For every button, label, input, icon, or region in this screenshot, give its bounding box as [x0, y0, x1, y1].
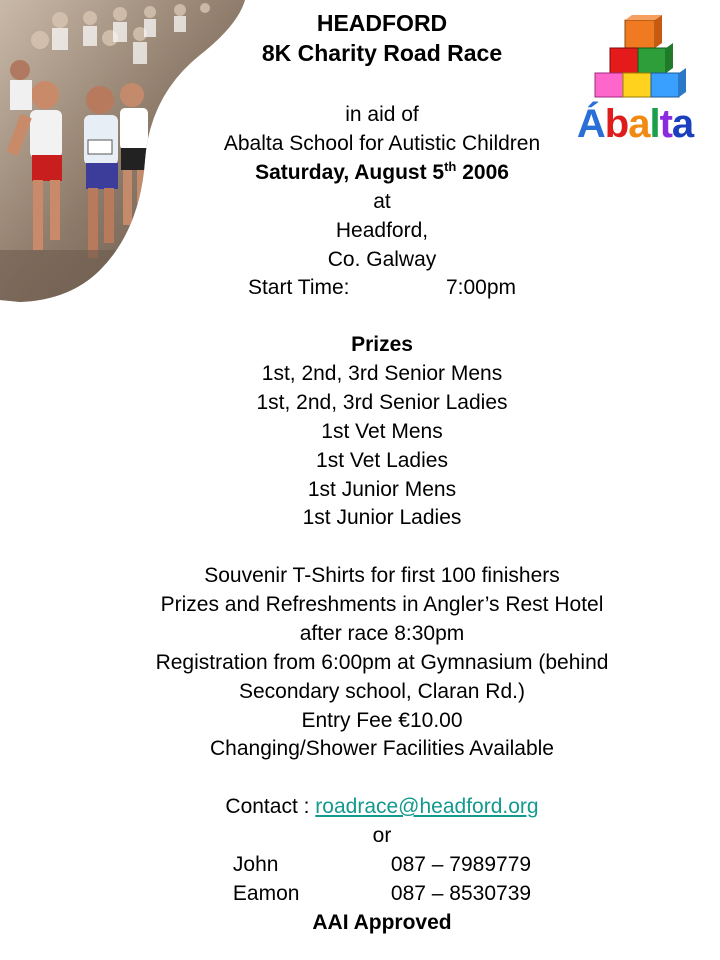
- contact-section: [120, 793, 644, 938]
- contact-email-link[interactable]: roadrace@headford.org: [315, 795, 539, 818]
- prizes-section: [120, 331, 644, 533]
- info-line: Entry Fee €10.00: [301, 708, 463, 732]
- start-time: [120, 274, 644, 303]
- prize-item: 1st, 2nd, 3rd Senior Mens: [261, 361, 503, 385]
- prizes-heading: Prizes: [351, 333, 413, 356]
- title-line-1: HEADFORD: [316, 10, 448, 36]
- contact-label: Contact :: [225, 795, 316, 818]
- logo-letter: b: [604, 102, 629, 146]
- info-line: Prizes and Refreshments in Angler’s Rest Hotel: [160, 592, 604, 616]
- or-text: or: [372, 823, 392, 847]
- prize-item: 1st, 2nd, 3rd Senior Ladies: [256, 390, 508, 414]
- info-line: Registration from 6:00pm at Gymnasium (behind: [155, 650, 609, 674]
- logo-letter: t: [659, 102, 672, 146]
- info-line: Secondary school, Claran Rd.): [239, 679, 525, 703]
- prize-item: 1st Vet Ladies: [316, 448, 448, 472]
- venue-county: Co. Galway: [327, 247, 437, 271]
- beneficiary: Abalta School for Autistic Children: [223, 131, 541, 155]
- prize-item: 1st Vet Mens: [321, 419, 443, 443]
- contact-phone: 087 – 8530739: [390, 881, 532, 905]
- prize-item: 1st Junior Mens: [307, 477, 457, 501]
- logo-letter: a: [628, 102, 650, 146]
- approval-text: AAI Approved: [312, 910, 452, 934]
- logo-letter: a: [671, 102, 694, 146]
- event-date: Saturday, August 5th 2006: [255, 158, 509, 184]
- info-line: after race 8:30pm: [299, 621, 465, 645]
- contact-phone: 087 – 7989779: [390, 852, 532, 876]
- title-line-2: 8K Charity Road Race: [261, 40, 503, 66]
- in-aid-of: in aid of: [345, 103, 419, 126]
- contact-name: Eamon: [232, 881, 300, 905]
- info-line: Changing/Shower Facilities Available: [210, 737, 554, 761]
- contact-name: John: [232, 852, 279, 876]
- race-info: [120, 562, 644, 764]
- at-text: at: [373, 189, 391, 213]
- contact-person: [120, 851, 644, 880]
- start-time-label: Start Time:: [247, 276, 350, 300]
- venue-town: Headford,: [335, 218, 429, 242]
- event-details: [120, 101, 644, 303]
- race-title: [120, 8, 644, 68]
- logo-letter: l: [649, 102, 660, 146]
- info-line: Souvenir T-Shirts for first 100 finishers: [204, 564, 560, 587]
- contact-person: [120, 880, 644, 909]
- prize-item: 1st Junior Ladies: [302, 506, 462, 530]
- contact-line: [120, 793, 644, 822]
- date-suffix: th: [444, 158, 457, 174]
- logo-letter: Á: [576, 102, 605, 146]
- start-time-value: 7:00pm: [445, 276, 517, 300]
